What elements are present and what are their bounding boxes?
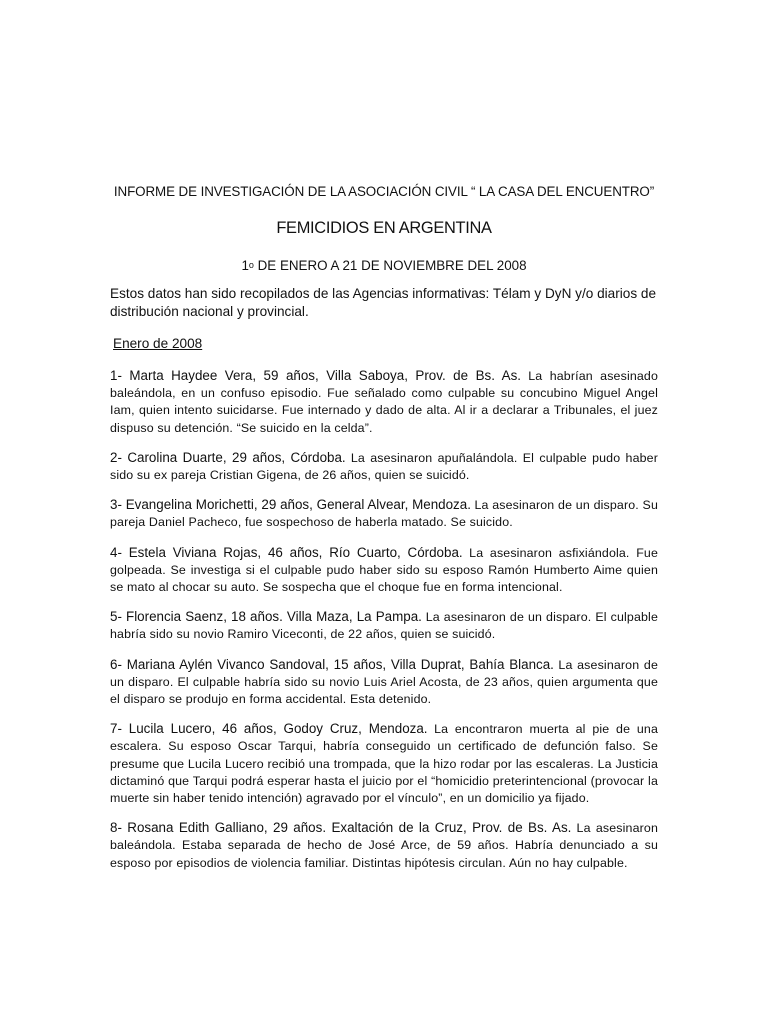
entry-body: La asesinaron de un disparo. El culpable habría sido su novio Luis Ariel Acosta, de 23 años, quien argumenta que el disparo se produjo en forma accidental. Esta detenido. bbox=[110, 657, 658, 707]
entry-lead: 2- Carolina Duarte, 29 años, Córdoba. bbox=[110, 449, 346, 465]
entry-lead: 1- Marta Haydee Vera, 59 años, Villa Saboya, Prov. de Bs. As. bbox=[110, 368, 522, 383]
entry-body: La habrían asesinado baleándola, en un confuso episodio. Fue señalado como culpable su concubino Miguel Angel Iam, quien intento suicidarse. Fue internado y dado de alta. Al ir a declarar a Tribunales, el juez dispuso su detención. “Se suicido en la celda”. bbox=[110, 369, 659, 435]
list-item bbox=[110, 496, 658, 531]
date-range bbox=[0, 258, 768, 273]
date-range-day: 1 bbox=[241, 258, 249, 273]
entry-lead: 7- Lucila Lucero, 46 años, Godoy Cruz, Mendoza. bbox=[110, 721, 428, 737]
list-item bbox=[110, 449, 658, 484]
entry-body: La asesinaron baleándola. Estaba separada de hecho de José Arce, de 59 años. Habría denunciado a su esposo por episodios de violencia familiar. Distintas hipótesis circulan. Aún no hay culpable. bbox=[110, 821, 658, 870]
entry-lead: 8- Rosana Edith Galliano, 29 años. Exaltación de la Cruz, Prov. de Bs. As. bbox=[110, 820, 572, 836]
list-item bbox=[110, 720, 658, 807]
entry-lead: 6- Mariana Aylén Vivanco Sandoval, 15 años, Villa Duprat, Bahía Blanca. bbox=[110, 656, 554, 672]
entry-body: La asesinaron asfixiándola. Fue golpeada. Se investiga si el culpable pudo haber sido su esposo Ramón Humberto Aime quien se mato al chocar su auto. Se sospecha que el choque fue en forma intencional. bbox=[110, 545, 658, 595]
main-title: FEMICIDIOS EN ARGENTINA bbox=[276, 219, 492, 237]
date-range-ordinal: o bbox=[248, 260, 254, 270]
entries-list bbox=[110, 367, 658, 884]
entry-lead: 5- Florencia Saenz, 18 años. Villa Maza, La Pampa. bbox=[110, 609, 422, 625]
list-item bbox=[110, 608, 658, 643]
list-item bbox=[110, 544, 658, 597]
entry-body: La asesinaron apuñalándola. El culpable pudo haber sido su ex pareja Cristian Gigena, de 26 años, quien se suicidó. bbox=[110, 450, 658, 483]
intro-paragraph: Estos datos han sido recopilados de las Agencias informativas: Télam y DyN y/o diarios de distribución nacional y provincial. bbox=[110, 286, 657, 319]
entry-body: La encontraron muerta al pie de una escalera. Su esposo Oscar Tarqui, habría conseguido un certificado de defunción falso. Se presume que Lucila Lucero recibió una trompada, que la hizo rodar por las escaleras. La Justicia dictaminó que Tarqui podrá esperar hasta el juicio por el “homicidio preterintencional (provocar la muerte sin haber tenido intención) agravado por el vínculo”, en un domicilio ya fijado. bbox=[110, 722, 658, 806]
date-range-rest: DE ENERO A 21 DE NOVIEMBRE DEL 2008 bbox=[253, 258, 527, 273]
month-heading: Enero de 2008 bbox=[113, 336, 203, 351]
report-title: INFORME DE INVESTIGACIÓN DE LA ASOCIACIÓN CIVIL “ LA CASA DEL ENCUENTRO” bbox=[113, 184, 655, 199]
entry-lead: 4- Estela Viviana Rojas, 46 años, Río Cuarto, Córdoba. bbox=[110, 544, 463, 560]
entry-body: La asesinaron de un disparo. El culpable habría sido su novio Ramiro Viceconti, de 22 años, quien se suicidó. bbox=[110, 610, 658, 642]
entry-lead: 3- Evangelina Morichetti, 29 años, General Alvear, Mendoza. bbox=[110, 497, 471, 513]
list-item bbox=[110, 656, 658, 709]
list-item bbox=[110, 819, 658, 872]
entry-body: La asesinaron de un disparo. Su pareja Daniel Pacheco, fue sospechoso de haberla matado. Se suicido. bbox=[110, 498, 658, 530]
list-item bbox=[110, 367, 658, 437]
